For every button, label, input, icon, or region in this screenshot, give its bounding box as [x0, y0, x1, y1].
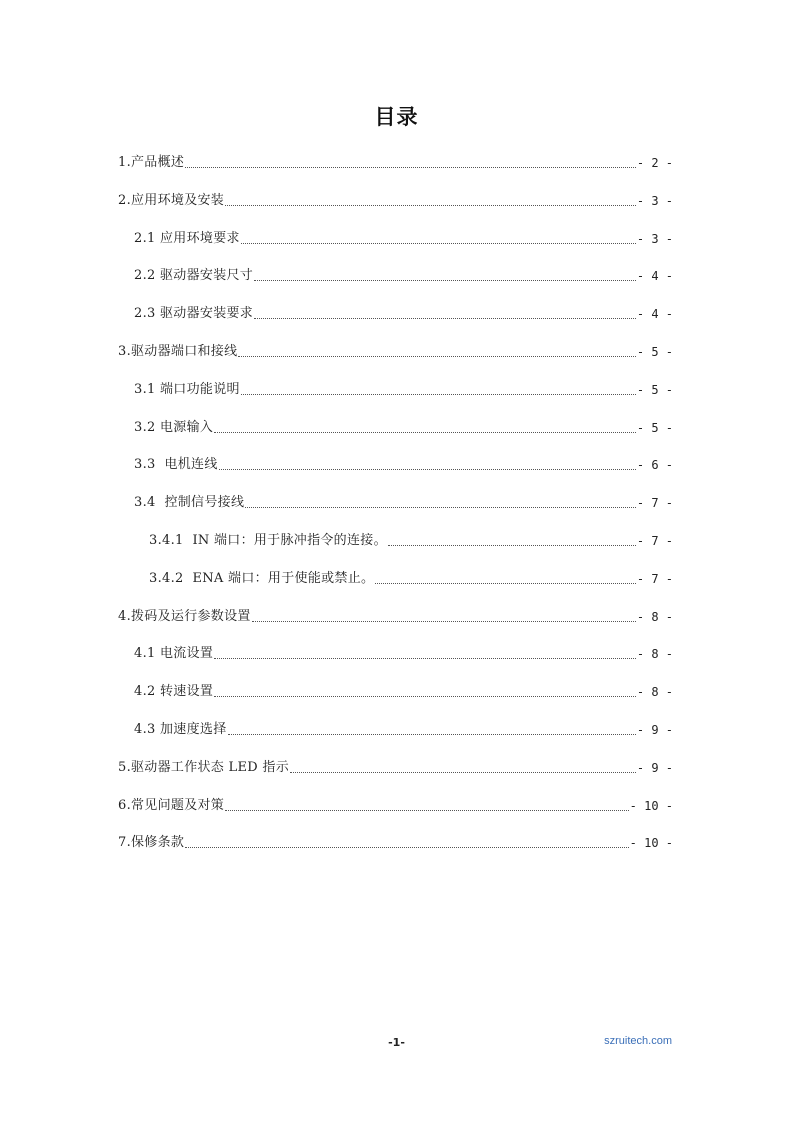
toc-entry[interactable] — [118, 830, 673, 852]
toc-entry[interactable] — [134, 415, 673, 437]
toc-entry-label: 5.驱动器工作状态 LED 指示 — [118, 760, 290, 775]
toc-entry[interactable] — [118, 188, 673, 210]
toc-dot-leader — [185, 166, 636, 168]
toc-entry-label: 3.1 端口功能说明 — [134, 382, 240, 397]
toc-dot-leader — [214, 695, 636, 697]
toc-entry-label: 3.3 电机连线 — [134, 457, 218, 472]
toc-entry-page: - 8 - — [636, 610, 673, 624]
toc-entry-label: 2.3 驱动器安装要求 — [134, 306, 254, 321]
toc-entry[interactable] — [134, 717, 673, 739]
toc-entry-page: - 10 - — [629, 799, 673, 813]
toc-entry-page: - 9 - — [636, 761, 673, 775]
toc-entry-page: - 7 - — [636, 534, 673, 548]
toc-dot-leader — [185, 846, 628, 848]
toc-entry[interactable] — [149, 566, 673, 588]
toc-dot-leader — [388, 544, 636, 546]
toc-entry-page: - 2 - — [636, 156, 673, 170]
toc-entry-page: - 4 - — [636, 269, 673, 283]
page-title: 目录 — [374, 105, 419, 129]
toc-dot-leader — [219, 468, 636, 470]
toc-entry-page: - 4 - — [636, 307, 673, 321]
toc-entry-label: 3.驱动器端口和接线 — [118, 344, 238, 359]
toc-entry-label: 1.产品概述 — [118, 155, 185, 170]
toc-entry-page: - 6 - — [636, 458, 673, 472]
toc-dot-leader — [225, 204, 636, 206]
toc-dot-leader — [252, 620, 636, 622]
toc-entry-page: - 8 - — [636, 685, 673, 699]
toc-dot-leader — [290, 771, 636, 773]
toc-entry-label: 4.2 转速设置 — [134, 684, 214, 699]
footer-website-link[interactable]: szruitech.com — [604, 1035, 672, 1047]
toc-entry-page: - 5 - — [636, 345, 673, 359]
toc-entry-page: - 7 - — [636, 572, 673, 586]
toc-entry-label: 3.4.2 ENA 端口：用于使能或禁止。 — [149, 571, 375, 586]
toc-entry[interactable] — [134, 301, 673, 323]
toc-dot-leader — [228, 733, 636, 735]
toc-entry-label: 2.2 驱动器安装尺寸 — [134, 268, 254, 283]
toc-entry-label: 7.保修条款 — [118, 835, 185, 850]
toc-dot-leader — [214, 431, 636, 433]
toc-entry[interactable] — [118, 604, 673, 626]
toc-entry[interactable] — [134, 452, 673, 474]
toc-dot-leader — [241, 242, 636, 244]
toc-dot-leader — [254, 279, 636, 281]
toc-entry[interactable] — [149, 528, 673, 550]
toc-entry[interactable] — [134, 226, 673, 248]
toc-entry-page: - 5 - — [636, 421, 673, 435]
toc-entry[interactable] — [134, 377, 673, 399]
toc-entry[interactable] — [118, 339, 673, 361]
toc-entry-page: - 8 - — [636, 647, 673, 661]
toc-dot-leader — [225, 809, 629, 811]
toc-entry[interactable] — [134, 490, 673, 512]
toc-entry-label: 4.拨码及运行参数设置 — [118, 609, 251, 624]
toc-entry-page: - 10 - — [629, 836, 673, 850]
toc-entry[interactable] — [134, 679, 673, 701]
toc-entry-label: 2.1 应用环境要求 — [134, 231, 240, 246]
toc-dot-leader — [245, 506, 636, 508]
toc-entry-label: 4.3 加速度选择 — [134, 722, 227, 737]
toc-entry-label: 4.1 电流设置 — [134, 646, 214, 661]
toc-entry[interactable] — [134, 641, 673, 663]
page-number: -1- — [388, 1036, 405, 1049]
toc-entry-label: 3.4.1 IN 端口：用于脉冲指令的连接。 — [149, 533, 387, 548]
toc-entry-page: - 3 - — [636, 232, 673, 246]
toc-entry-page: - 3 - — [636, 194, 673, 208]
toc-entry-label: 3.2 电源输入 — [134, 420, 214, 435]
toc-dot-leader — [238, 355, 635, 357]
toc-entry[interactable] — [118, 793, 673, 815]
toc-entry-label: 3.4 控制信号接线 — [134, 495, 245, 510]
toc-dot-leader — [375, 582, 636, 584]
toc-dot-leader — [241, 393, 636, 395]
toc-entry-label: 6.常见问题及对策 — [118, 798, 225, 813]
toc-entry[interactable] — [118, 150, 673, 172]
toc-entry-page: - 9 - — [636, 723, 673, 737]
toc-dot-leader — [214, 657, 636, 659]
toc-entry-label: 2.应用环境及安装 — [118, 193, 225, 208]
toc-entry-page: - 5 - — [636, 383, 673, 397]
toc-entry[interactable] — [134, 263, 673, 285]
toc-entry-page: - 7 - — [636, 496, 673, 510]
toc-dot-leader — [254, 317, 636, 319]
toc-entry[interactable] — [118, 755, 673, 777]
